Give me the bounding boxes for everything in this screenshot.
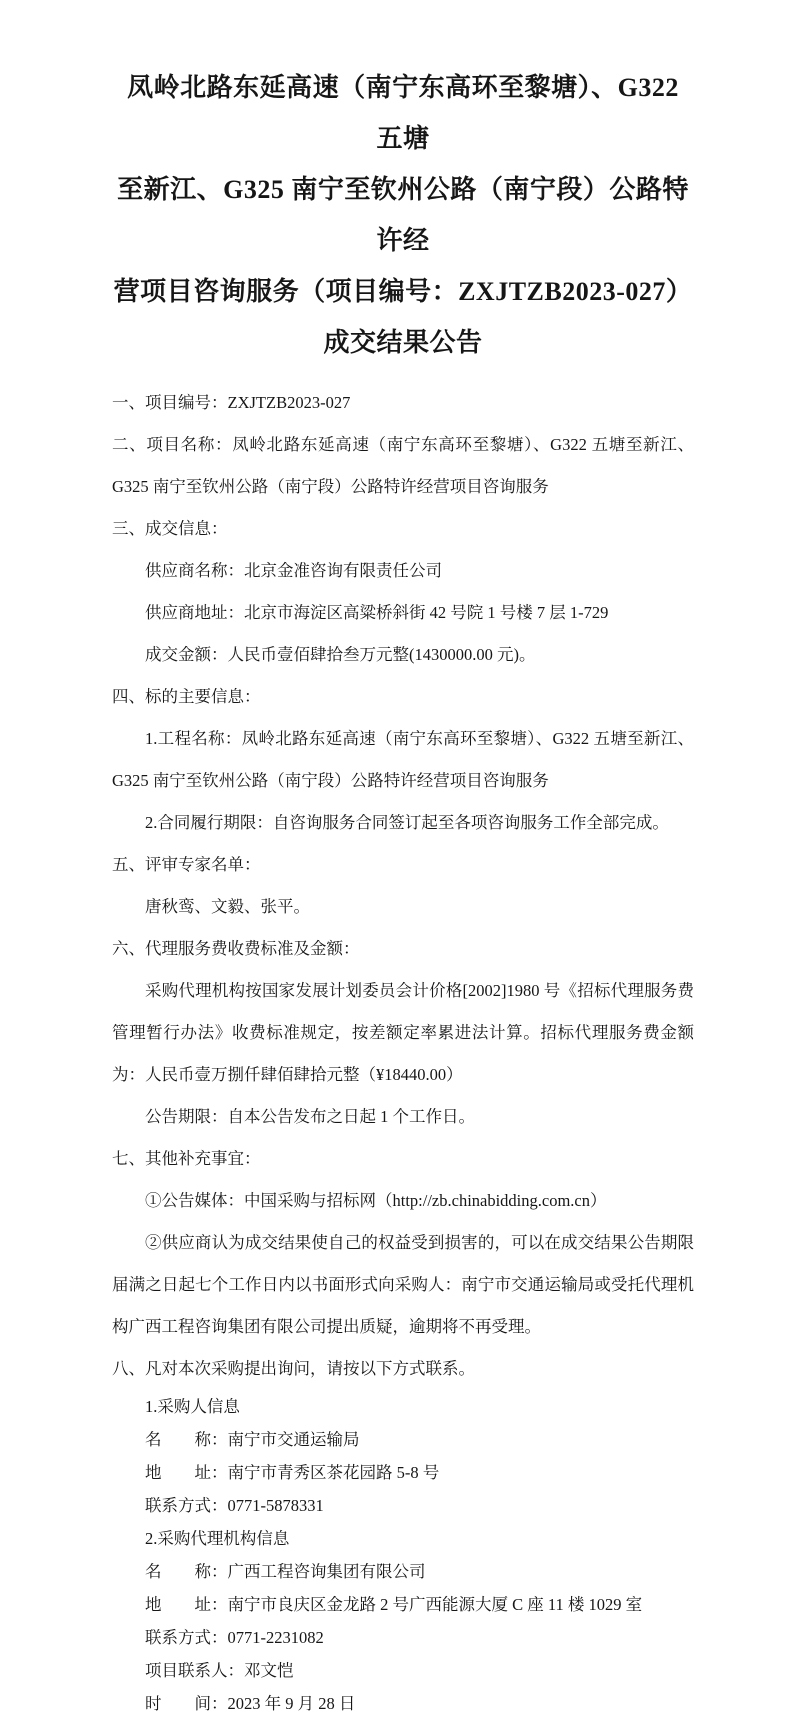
para-supplier-name: 供应商名称：北京金准咨询有限责任公司 — [145, 561, 442, 580]
heading-other-matters: 七、其他补充事宜： — [112, 1149, 261, 1168]
para-agency-fee-detail: 采购代理机构按国家发展计划委员会计价格[2002]1980 号《招标代理服务费管理暂行办法》收费标准规定，按差额定率累进法计算。招标代理服务费金额为：人民币壹万捌仟肆佰肆拾元整（¥18440.00） — [112, 981, 694, 1084]
para-purchaser-address: 地 址：南宁市青秀区茶花园路 5-8 号 — [145, 1463, 440, 1482]
para-agency-contact-person: 项目联系人：邓文恺 — [145, 1661, 294, 1680]
para-purchaser-name: 名 称：南宁市交通运输局 — [145, 1430, 360, 1449]
para-deal-amount: 成交金额：人民币壹佰肆拾叁万元整(1430000.00 元)。 — [145, 645, 536, 664]
para-objection-notice: ②供应商认为成交结果使自己的权益受到损害的，可以在成交结果公告期限届满之日起七个工作日内以书面形式向采购人：南宁市交通运输局或受托代理机构广西工程咨询集团有限公司提出质疑，逾期将不再受理。 — [112, 1233, 694, 1336]
document-title-line-4: 成交结果公告 — [323, 328, 483, 357]
heading-subject-info: 四、标的主要信息： — [112, 687, 261, 706]
document-title-line-1: 凤岭北路东延高速（南宁东高环至黎塘）、G322 五塘 — [127, 73, 679, 153]
para-project-number: 一、项目编号：ZXJTZB2023-027 — [112, 393, 351, 412]
para-announcement-media: ①公告媒体：中国采购与招标网（http://zb.chinabidding.com.cn） — [145, 1191, 607, 1210]
heading-agency-info: 2.采购代理机构信息 — [145, 1529, 290, 1548]
heading-experts: 五、评审专家名单： — [112, 855, 261, 874]
para-contract-period: 2.合同履行期限：自咨询服务合同签订起至各项咨询服务工作全部完成。 — [145, 813, 669, 832]
para-agency-phone: 联系方式：0771-2231082 — [145, 1628, 324, 1647]
para-purchaser-phone: 联系方式：0771-5878331 — [145, 1496, 324, 1515]
para-subject-project-name: 1.工程名称：凤岭北路东延高速（南宁东高环至黎塘）、G322 五塘至新江、G325 南宁至钦州公路（南宁段）公路特许经营项目咨询服务 — [112, 729, 694, 790]
para-experts-names: 唐秋鸾、文毅、张平。 — [145, 897, 310, 916]
para-project-name: 二、项目名称：凤岭北路东延高速（南宁东高环至黎塘）、G322 五塘至新江、G325 南宁至钦州公路（南宁段）公路特许经营项目咨询服务 — [112, 435, 694, 496]
document-title — [112, 62, 694, 368]
heading-purchaser-info: 1.采购人信息 — [145, 1397, 240, 1416]
document-body — [112, 382, 694, 1720]
heading-contact: 八、凡对本次采购提出询问，请按以下方式联系。 — [112, 1359, 475, 1378]
document-title-line-3: 营项目咨询服务（项目编号：ZXJTZB2023-027） — [113, 277, 693, 306]
para-supplier-address: 供应商地址：北京市海淀区高粱桥斜街 42 号院 1 号楼 7 层 1-729 — [145, 603, 609, 622]
heading-deal-info: 三、成交信息： — [112, 519, 228, 538]
para-announcement-date: 时 间：2023 年 9 月 28 日 — [145, 1694, 356, 1713]
heading-agency-fee: 六、代理服务费收费标准及金额： — [112, 939, 360, 958]
document-title-line-2: 至新江、G325 南宁至钦州公路（南宁段）公路特许经 — [117, 175, 689, 255]
para-notice-period: 公告期限：自本公告发布之日起 1 个工作日。 — [145, 1107, 475, 1126]
para-agency-name: 名 称：广西工程咨询集团有限公司 — [145, 1562, 426, 1581]
para-agency-address: 地 址：南宁市良庆区金龙路 2 号广西能源大厦 C 座 11 楼 1029 室 — [145, 1595, 643, 1614]
